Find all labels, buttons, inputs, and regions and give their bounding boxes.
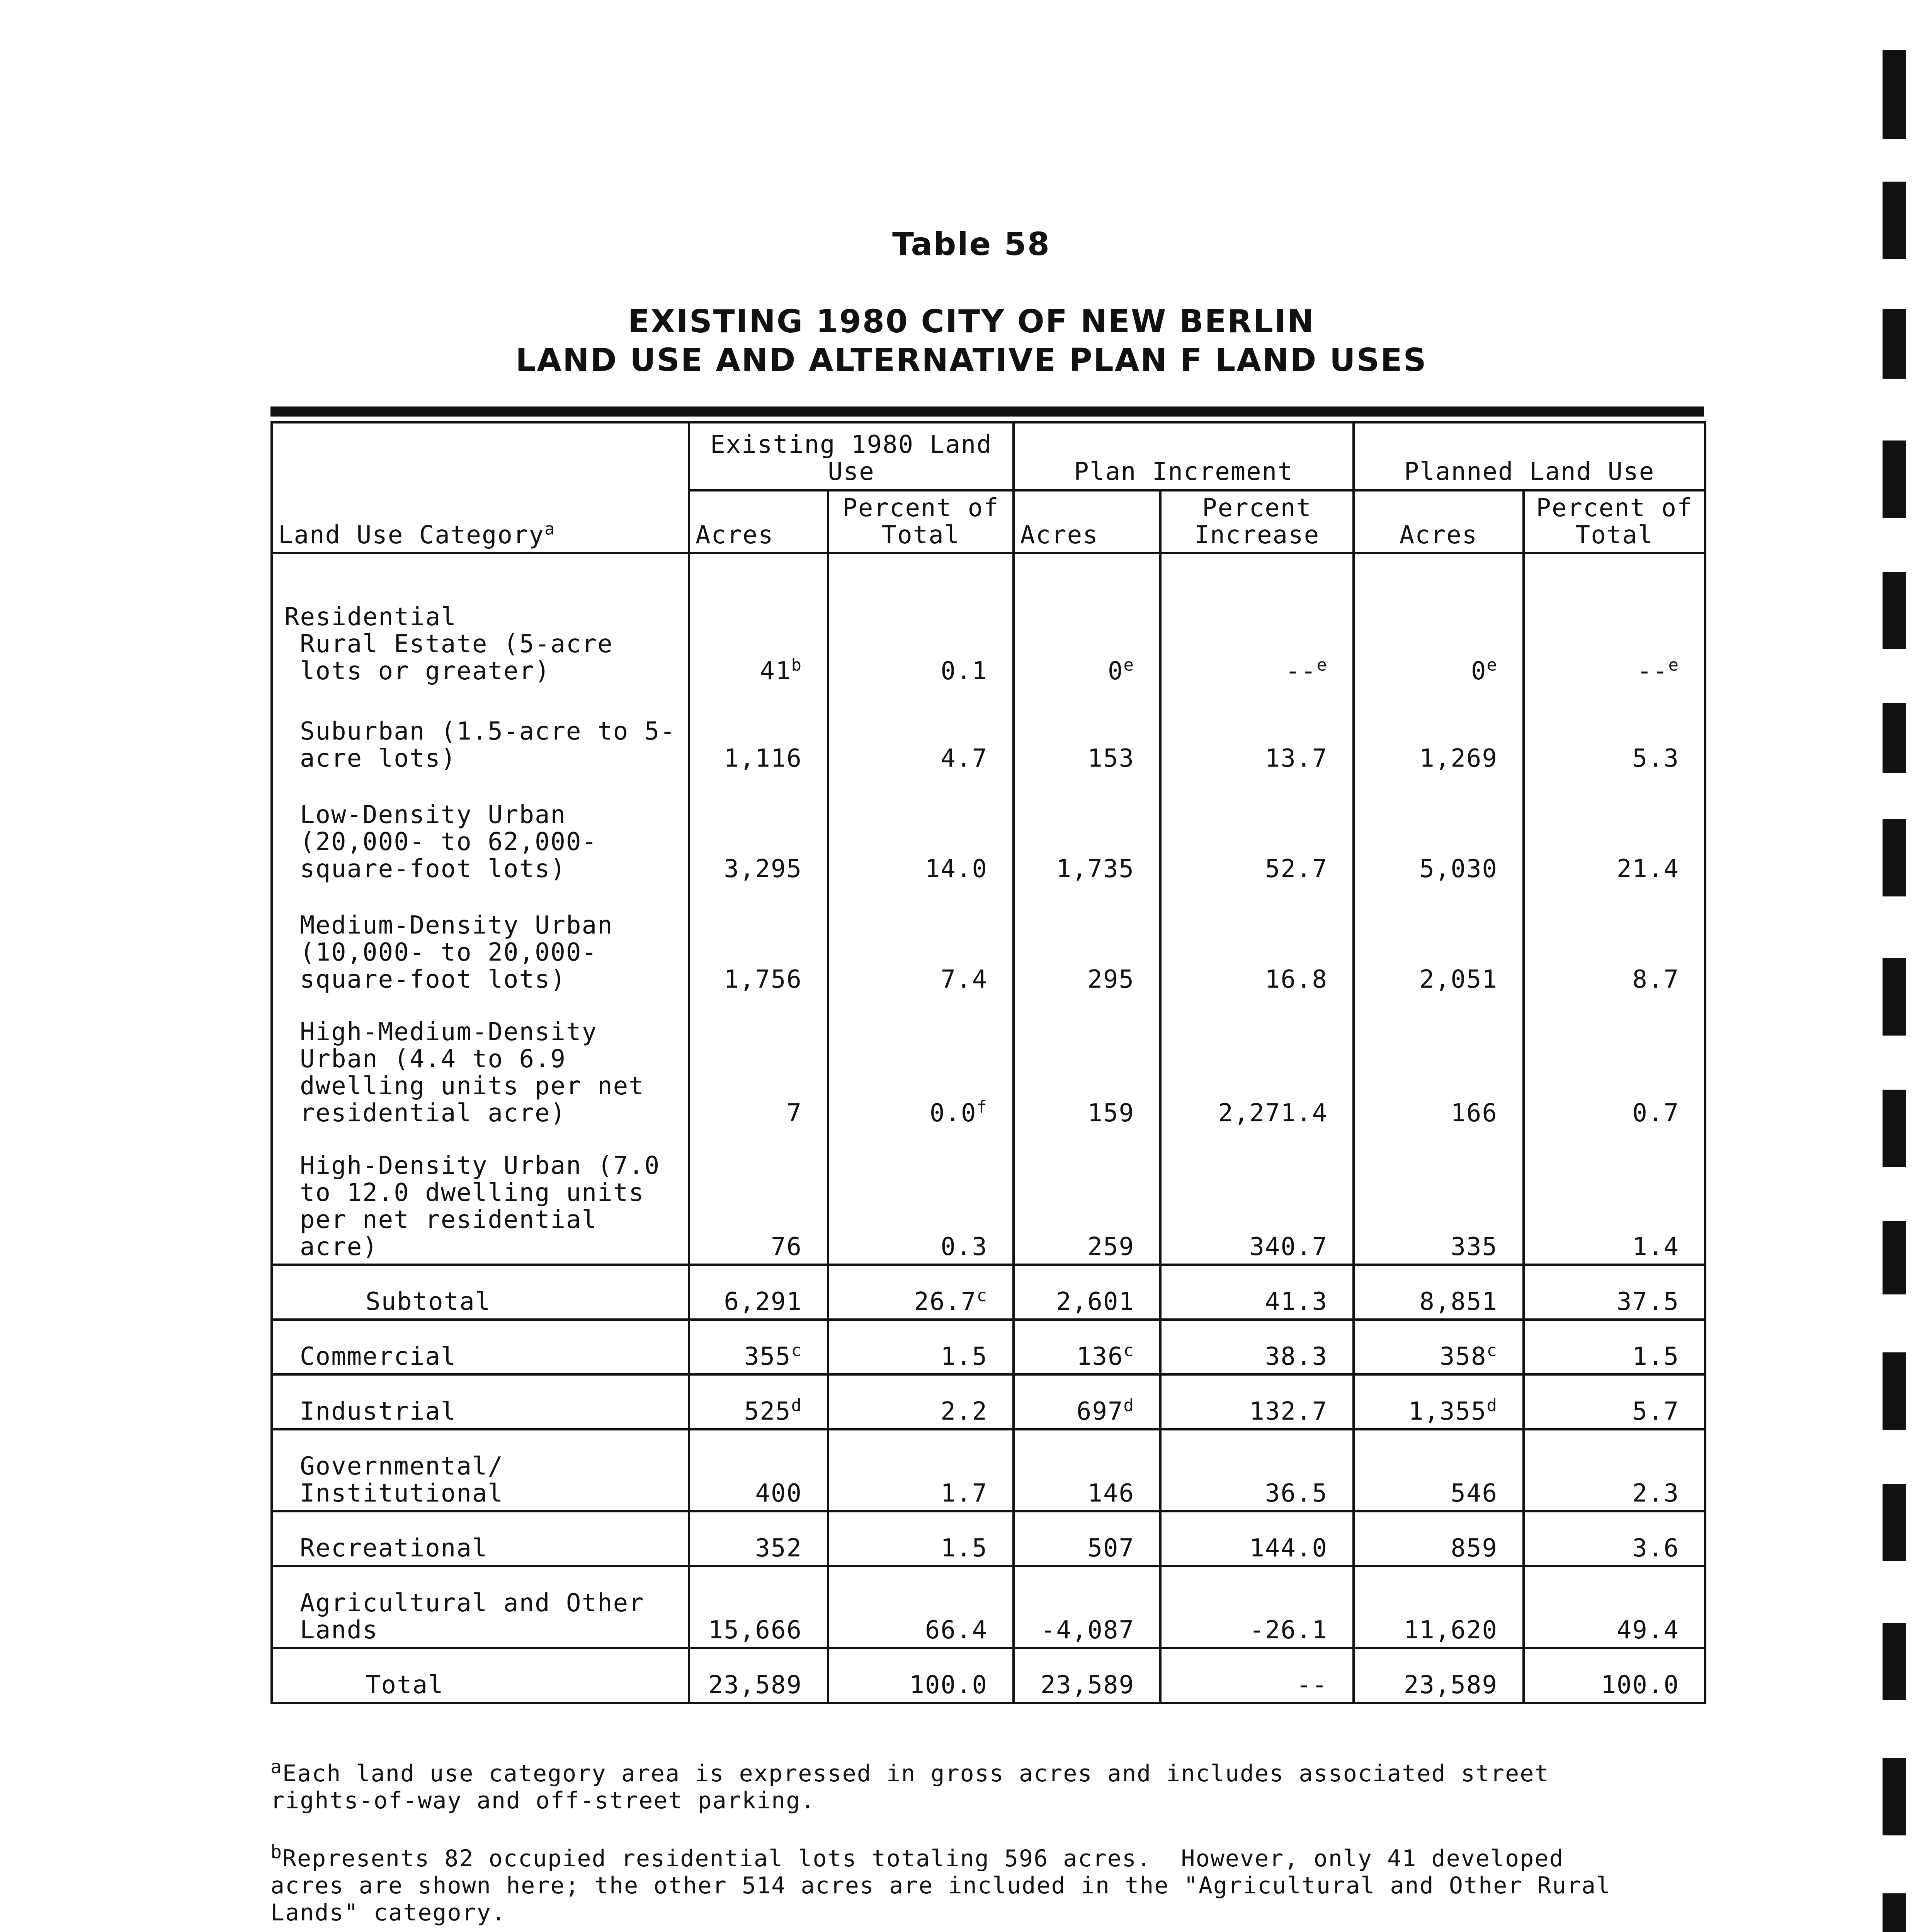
planned-acres-cell: 358$^c$: [1354, 1320, 1524, 1374]
existing-percent-cell: 14.0: [828, 775, 1014, 886]
table-title-line1: EXISTING 1980 CITY OF NEW BERLIN: [628, 303, 1315, 340]
binding-bar: [1883, 958, 1906, 1036]
existing-1980-header: Existing 1980 Land Use: [689, 422, 1014, 490]
increment-acres-cell: 153: [1014, 688, 1160, 775]
category-cell: Low-Density Urban (20,000- to 62,000- square-foot lots): [272, 775, 689, 886]
increment-percent-cell: 340.7: [1160, 1130, 1354, 1265]
planned-acres-cell: 0e: [1354, 553, 1524, 688]
footnote-b: $^b$Represents 82 occupied residential lots totaling 596 acres. However, only 41 developed acres are shown here; the other 514 acres are included in the "Agricultural and Other Rural Lands" category.: [270, 1841, 1626, 1926]
planned-percent-cell: 5.3: [1524, 688, 1705, 775]
planned-acres-cell: 859: [1354, 1511, 1524, 1566]
binding-bar: [1883, 182, 1906, 259]
binding-bar: [1883, 1484, 1906, 1561]
planned-percent-cell: 100.0: [1524, 1648, 1705, 1703]
increment-percent-cell: --: [1160, 1648, 1354, 1703]
table-row: [272, 775, 1705, 886]
existing-percent-cell: 7.4: [828, 886, 1014, 996]
planned-percent-cell: 2.3: [1524, 1429, 1705, 1511]
existing-percent-cell: 0.0$^f$: [828, 996, 1014, 1130]
binding-bar: [1883, 1090, 1906, 1167]
existing-acres-cell: 41$^b$: [689, 553, 828, 688]
category-cell: Commercial: [272, 1320, 689, 1374]
binding-bar: [1883, 1221, 1906, 1294]
increment-percent-cell: -26.1: [1160, 1566, 1354, 1648]
increment-acres-cell: 697$^d$: [1014, 1374, 1160, 1429]
table-row: [272, 1320, 1705, 1374]
land-use-category-header: Land Use Category$^a$: [272, 422, 689, 553]
planned-percent-cell: 21.4: [1524, 775, 1705, 886]
col-existing-percent: Percent of Total: [828, 490, 1014, 553]
planned-percent-cell: 5.7: [1524, 1374, 1705, 1429]
increment-acres-cell: 2,601: [1014, 1265, 1160, 1320]
existing-percent-cell: 1.5: [828, 1320, 1014, 1374]
existing-acres-cell: 76: [689, 1130, 828, 1265]
binding-bar: [1883, 572, 1906, 649]
planned-acres-cell: 335: [1354, 1130, 1524, 1265]
residential-label: Residential: [284, 603, 457, 631]
increment-acres-cell: 295: [1014, 886, 1160, 996]
category-cell: High-Medium-Density Urban (4.4 to 6.9 dwelling units per net residential acre): [272, 996, 689, 1130]
existing-acres-cell: 525$^d$: [689, 1374, 828, 1429]
increment-acres-cell: 1,735: [1014, 775, 1160, 886]
subtotal-row: [272, 1265, 1705, 1320]
table-row: [272, 553, 1705, 688]
col-planned-percent: Percent of Total: [1524, 490, 1705, 553]
existing-acres-cell: 355$^c$: [689, 1320, 828, 1374]
binding-bar: [1883, 703, 1906, 773]
increment-percent-cell: 2,271.4: [1160, 996, 1354, 1130]
planned-percent-cell: 3.6: [1524, 1511, 1705, 1566]
increment-acres-cell: 0e: [1014, 553, 1160, 688]
category-cell: Suburban (1.5-acre to 5-acre lots): [272, 688, 689, 775]
increment-acres-cell: -4,087: [1014, 1566, 1160, 1648]
planned-percent-cell: 0.7: [1524, 996, 1705, 1130]
increment-acres-cell: 259: [1014, 1130, 1160, 1265]
footnote-a: $^a$Each land use category area is expressed in gross acres and includes associated street rights-of-way and off-street parking.: [270, 1756, 1564, 1814]
existing-percent-cell: 1.5: [828, 1511, 1014, 1566]
increment-acres-cell: 159: [1014, 996, 1160, 1130]
planned-acres-cell: 166: [1354, 996, 1524, 1130]
existing-percent-cell: 1.7: [828, 1429, 1014, 1511]
col-planned-acres: Acres: [1354, 490, 1524, 553]
planned-percent-cell: 49.4: [1524, 1566, 1705, 1648]
table-number: Table 58: [892, 226, 1051, 263]
increment-percent-cell: --$^e$: [1160, 553, 1354, 688]
increment-percent-cell: 16.8: [1160, 886, 1354, 996]
category-cell: Medium-Density Urban (10,000- to 20,000- square-foot lots): [272, 886, 689, 996]
existing-acres-cell: 1,756: [689, 886, 828, 996]
table-row: [272, 688, 1705, 775]
planned-percent-cell: 8.7: [1524, 886, 1705, 996]
planned-acres-cell: 5,030: [1354, 775, 1524, 886]
existing-percent-cell: 100.0: [828, 1648, 1014, 1703]
col-increment-acres: Acres: [1014, 490, 1160, 553]
increment-percent-cell: 52.7: [1160, 775, 1354, 886]
increment-acres-cell: 136$^c$: [1014, 1320, 1160, 1374]
existing-acres-cell: 7: [689, 996, 828, 1130]
col-increment-percent: Percent Increase: [1160, 490, 1354, 553]
planned-percent-cell: 1.5: [1524, 1320, 1705, 1374]
table-row: [272, 886, 1705, 996]
table-row: [272, 996, 1705, 1130]
increment-percent-cell: 13.7: [1160, 688, 1354, 775]
existing-percent-cell: 2.2: [828, 1374, 1014, 1429]
planned-land-use-header: Planned Land Use: [1354, 422, 1705, 490]
total-label: Total: [272, 1648, 689, 1703]
increment-percent-cell: 41.3: [1160, 1265, 1354, 1320]
existing-acres-cell: 1,116: [689, 688, 828, 775]
binding-bar: [1883, 1893, 1906, 1932]
existing-acres-cell: 400: [689, 1429, 828, 1511]
existing-acres-cell: 3,295: [689, 775, 828, 886]
increment-percent-cell: 38.3: [1160, 1320, 1354, 1374]
planned-acres-cell: 1,355$^d$: [1354, 1374, 1524, 1429]
planned-acres-cell: 546: [1354, 1429, 1524, 1511]
category-cell: Industrial: [272, 1374, 689, 1429]
planned-acres-cell: 23,589: [1354, 1648, 1524, 1703]
existing-acres-cell: 23,589: [689, 1648, 828, 1703]
increment-percent-cell: 144.0: [1160, 1511, 1354, 1566]
increment-acres-cell: 507: [1014, 1511, 1160, 1566]
land-use-table: [270, 421, 1706, 1704]
planned-percent-cell: --$^e$: [1524, 553, 1705, 688]
category-cell: Governmental/ Institutional: [272, 1429, 689, 1511]
existing-percent-cell: 0.3: [828, 1130, 1014, 1265]
increment-percent-cell: 132.7: [1160, 1374, 1354, 1429]
table-row: [272, 1429, 1705, 1511]
binding-bar: [1883, 819, 1906, 896]
binding-bar: [1883, 309, 1906, 379]
planned-acres-cell: 2,051: [1354, 886, 1524, 996]
existing-percent-cell: 26.7$^c$: [828, 1265, 1014, 1320]
title-rule: [270, 406, 1704, 417]
binding-bar: [1883, 440, 1906, 518]
existing-acres-cell: 15,666: [689, 1566, 828, 1648]
subtotal-label: Subtotal: [272, 1265, 689, 1320]
existing-percent-cell: 4.7: [828, 688, 1014, 775]
category-cell: Residential Rural Estate (5-acre lots or greater): [272, 553, 689, 688]
binding-bar: [1883, 1623, 1906, 1700]
existing-acres-cell: 6,291: [689, 1265, 828, 1320]
table-row: [272, 1374, 1705, 1429]
planned-acres-cell: 11,620: [1354, 1566, 1524, 1648]
binding-bar: [1883, 50, 1906, 139]
binding-bar: [1883, 1758, 1906, 1835]
increment-acres-cell: 146: [1014, 1429, 1160, 1511]
planned-percent-cell: 1.4: [1524, 1130, 1705, 1265]
increment-percent-cell: 36.5: [1160, 1429, 1354, 1511]
planned-acres-cell: 8,851: [1354, 1265, 1524, 1320]
existing-percent-cell: 66.4: [828, 1566, 1014, 1648]
increment-acres-cell: 23,589: [1014, 1648, 1160, 1703]
category-cell: Recreational: [272, 1511, 689, 1566]
planned-percent-cell: 37.5: [1524, 1265, 1705, 1320]
binding-bar: [1883, 1352, 1906, 1430]
table-row: [272, 1566, 1705, 1648]
planned-acres-cell: 1,269: [1354, 688, 1524, 775]
existing-acres-cell: 352: [689, 1511, 828, 1566]
category-cell: High-Density Urban (7.0 to 12.0 dwelling units per net residential acre): [272, 1130, 689, 1265]
col-existing-acres: Acres: [689, 490, 828, 553]
table-title-line2: LAND USE AND ALTERNATIVE PLAN F LAND USES: [515, 342, 1427, 379]
category-cell: Agricultural and Other Lands: [272, 1566, 689, 1648]
table-row: [272, 1511, 1705, 1566]
existing-percent-cell: 0.1: [828, 553, 1014, 688]
table-row: [272, 1130, 1705, 1265]
total-row: [272, 1648, 1705, 1703]
plan-increment-header: Plan Increment: [1014, 422, 1354, 490]
